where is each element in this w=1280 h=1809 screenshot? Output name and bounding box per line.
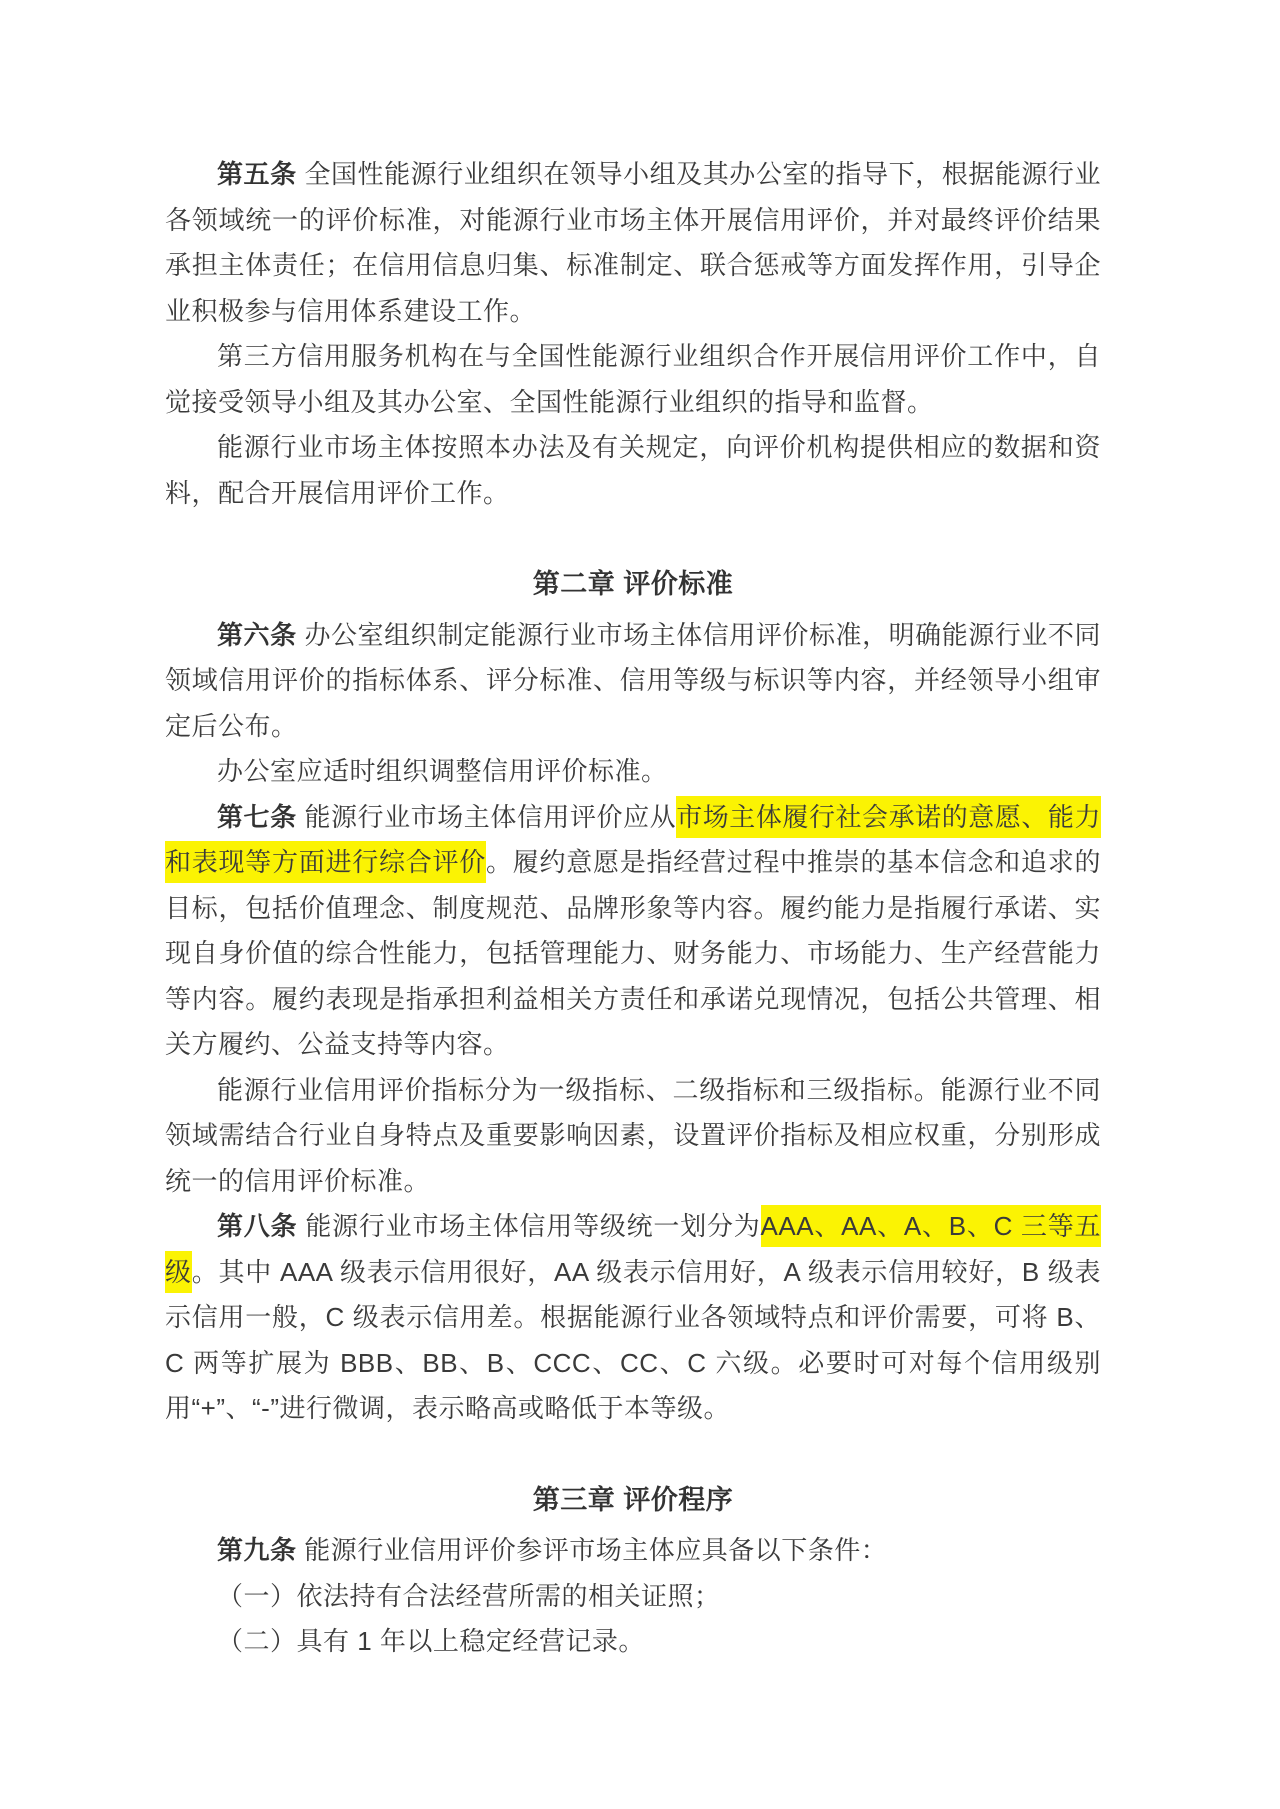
article-6-label: 第六条 (217, 619, 297, 650)
article-5-text: 全国性能源行业组织在领导小组及其办公室的指导下，根据能源行业各领域统一的评价标准，对能源行业市场主体开展信用评价，并对最终评价结果承担主体责任；在信用信息归集、标准制定、联合惩戒等方面发挥作用，引导企业积极参与信用体系建设工作。 (165, 159, 1101, 326)
article-9-item-1 (165, 1574, 1101, 1620)
article-5-paragraph-2 (165, 334, 1101, 425)
article-9-text: 能源行业信用评价参评市场主体应具备以下条件： (296, 1535, 888, 1565)
article-9-item-1-text: （一）依法持有合法经营所需的相关证照； (217, 1580, 721, 1611)
article-6-paragraph-1 (165, 613, 1101, 750)
article-6-paragraph-2 (165, 749, 1101, 795)
article-5-paragraph-3-text: 能源行业市场主体按照本办法及有关规定，向评价机构提供相应的数据和资料，配合开展信用评价工作。 (165, 432, 1101, 508)
article-7-paragraph-2-text: 能源行业信用评价指标分为一级指标、二级指标和三级指标。能源行业不同领域需结合行业自身特点及重要影响因素，设置评价指标及相应权重，分别形成统一的信用评价标准。 (165, 1074, 1101, 1196)
article-8-text-post: 。其中 AAA 级表示信用很好，AA 级表示信用好，A 级表示信用较好，B 级表示信用一般，C 级表示信用差。根据能源行业各领域特点和评价需要，可将 B、C 两等扩展为 BBB、BB、B、CCC、CC、C 六级。必要时可对每个信用级别用“+”、“-”进行微调，表示略高或略低于本等级。 (165, 1256, 1101, 1423)
article-9-label: 第九条 (217, 1535, 297, 1565)
article-8-highlighted-text: AAA、AA、A、B、C 三等五级 (165, 1205, 1101, 1293)
document-body (165, 152, 1101, 1665)
article-7-highlighted-text: 市场主体履行社会承诺的意愿、能力和表现等方面进行综合评价 (165, 796, 1101, 884)
chapter-3-heading: 第三章 评价程序 (532, 1484, 734, 1515)
article-7-paragraph-2 (165, 1068, 1101, 1205)
article-7-text-post: 。履约意愿是指经营过程中推崇的基本信念和追求的目标，包括价值理念、制度规范、品牌形象等内容。履约能力是指履行承诺、实现自身价值的综合性能力，包括管理能力、财务能力、市场能力、生产经营能力等内容。履约表现是指承担利益相关方责任和承诺兑现情况，包括公共管理、相关方履约、公益支持等内容。 (165, 847, 1101, 1059)
article-7-label: 第七条 (217, 801, 297, 832)
article-8-text-pre: 能源行业市场主体信用等级统一划分为 (297, 1211, 761, 1241)
article-5-label: 第五条 (217, 159, 297, 189)
article-6-text: 办公室组织制定能源行业市场主体信用评价标准，明确能源行业不同领域信用评价的指标体系、评分标准、信用等级与标识等内容，并经领导小组审定后公布。 (165, 619, 1101, 741)
article-9-paragraph-1 (165, 1528, 1101, 1574)
article-5-paragraph-2-text: 第三方信用服务机构在与全国性能源行业组织合作开展信用评价工作中，自觉接受领导小组及其办公室、全国性能源行业组织的指导和监督。 (165, 341, 1101, 417)
article-5-paragraph-3 (165, 425, 1101, 516)
article-9-item-2-text: （二）具有 1 年以上稳定经营记录。 (217, 1626, 645, 1656)
article-6-paragraph-2-text: 办公室应适时组织调整信用评价标准。 (217, 756, 668, 786)
chapter-2-heading: 第二章 评价标准 (532, 569, 734, 599)
article-8-label: 第八条 (217, 1211, 298, 1241)
article-7-paragraph-1 (165, 795, 1101, 1068)
article-7-text-pre: 能源行业市场主体信用评价应从 (296, 801, 677, 832)
article-5-paragraph-1 (165, 152, 1101, 334)
article-8-paragraph-1 (165, 1204, 1101, 1432)
article-9-item-2 (165, 1619, 1101, 1665)
